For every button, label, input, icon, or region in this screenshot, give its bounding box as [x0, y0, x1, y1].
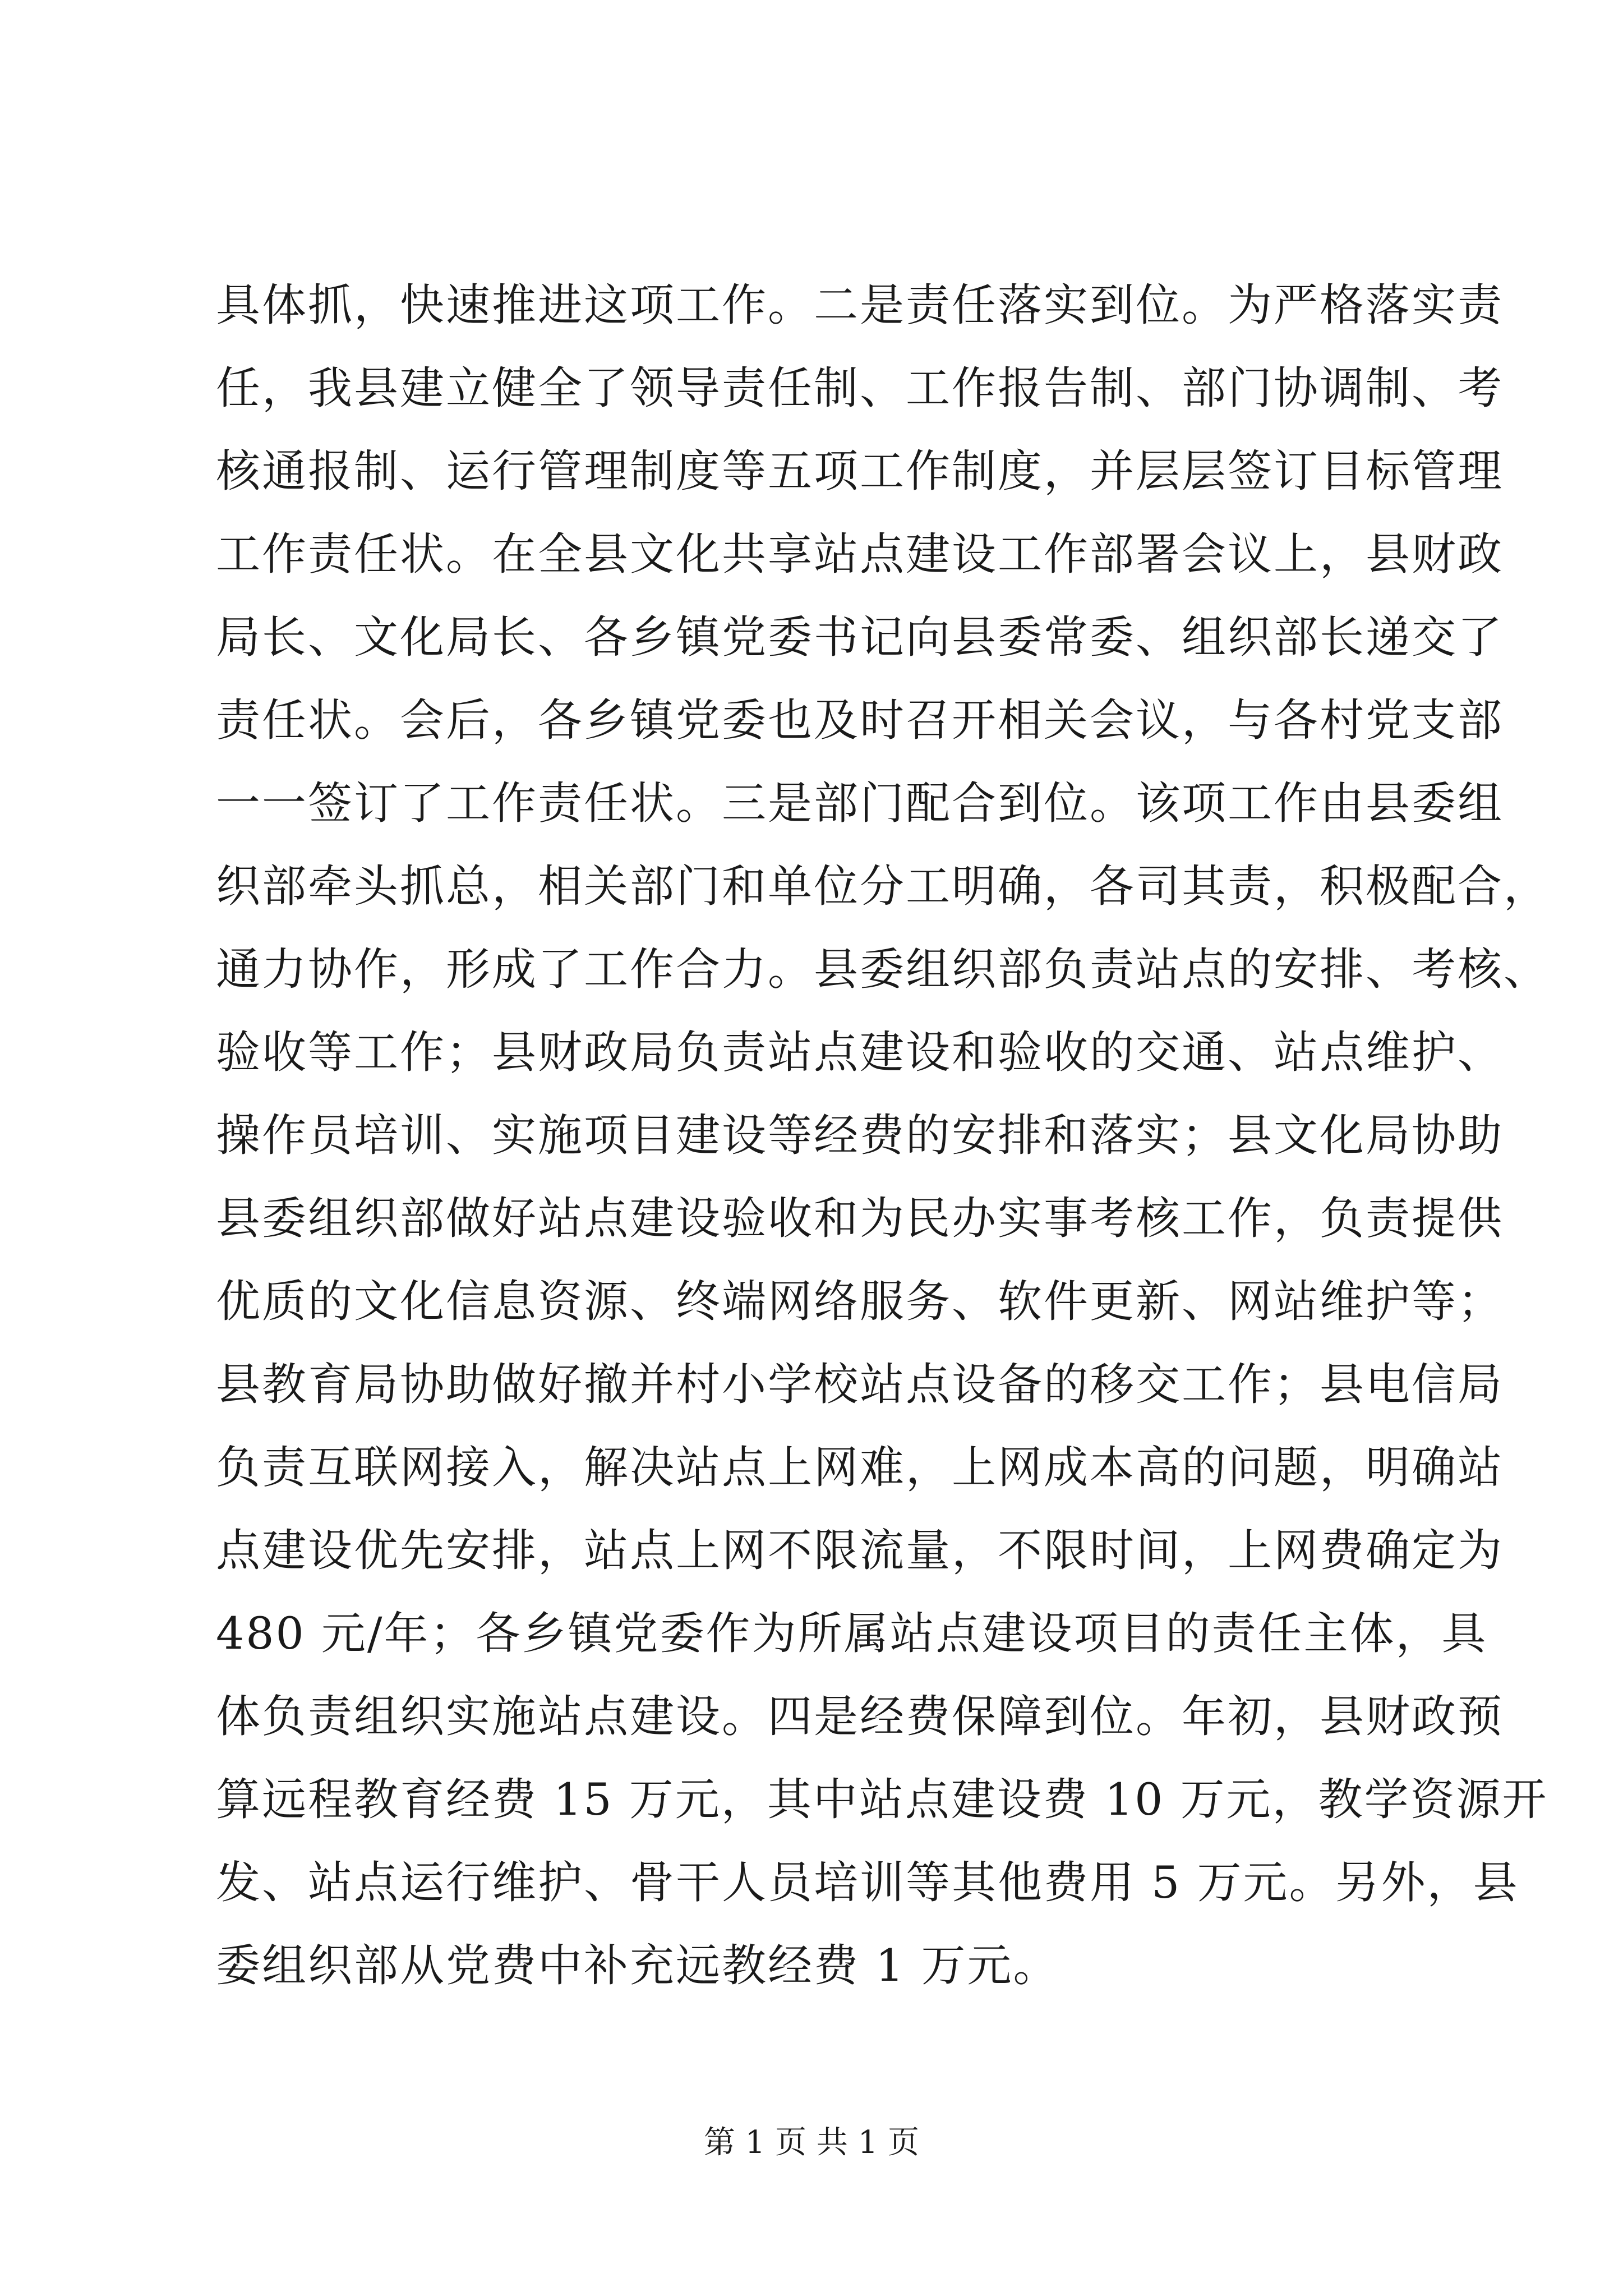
text-line: 工作责任状。在全县文化共享站点建设工作部署会议上，县财政	[216, 528, 1504, 580]
text-line: 任，我县建立健全了领导责任制、工作报告制、部门协调制、考	[216, 362, 1504, 414]
text-line: 算远程教育经费 15 万元，其中站点建设费 10 万元，教学资源开	[216, 1774, 1548, 1825]
text-line: 责任状。会后，各乡镇党委也及时召开相关会议，与各村党支部	[216, 694, 1504, 746]
text-line: 委组织部从党费中补充远教经费 1 万元。	[216, 1940, 1059, 1991]
text-line: 织部牵头抓总，相关部门和单位分工明确，各司其责，积极配合，	[216, 861, 1550, 912]
page-number-footer: 第 1 页 共 1 页	[703, 2124, 920, 2161]
text-line: 县教育局协助做好撤并村小学校站点设备的移交工作；县电信局	[216, 1359, 1504, 1410]
text-line: 480 元/年；各乡镇党委作为所属站点建设项目的责任主体，具	[216, 1608, 1488, 1659]
body-text	[216, 264, 1550, 2007]
text-line: 局长、文化局长、各乡镇党委书记向县委常委、组织部长递交了	[216, 611, 1504, 663]
text-line: 验收等工作；县财政局负责站点建设和验收的交通、站点维护、	[216, 1027, 1504, 1078]
text-line: 操作员培训、实施项目建设等经费的安排和落实；县文化局协助	[216, 1110, 1504, 1161]
text-line: 负责互联网接入，解决站点上网难，上网成本高的问题，明确站	[216, 1442, 1504, 1493]
text-line: 体负责组织实施站点建设。四是经费保障到位。年初，县财政预	[216, 1691, 1504, 1742]
text-line: 点建设优先安排，站点上网不限流量，不限时间，上网费确定为	[216, 1525, 1504, 1576]
text-line: 发、站点运行维护、骨干人员培训等其他费用 5 万元。另外，县	[216, 1857, 1519, 1908]
text-line: 优质的文化信息资源、终端网络服务、软件更新、网站维护等；	[216, 1276, 1504, 1327]
text-line: 通力协作，形成了工作合力。县委组织部负责站点的安排、考核、	[216, 944, 1550, 995]
text-line: 一一签订了工作责任状。三是部门配合到位。该项工作由县委组	[216, 777, 1504, 829]
text-line: 具体抓，快速推进这项工作。二是责任落实到位。为严格落实责	[216, 279, 1504, 331]
text-line: 核通报制、运行管理制度等五项工作制度，并层层签订目标管理	[216, 445, 1504, 497]
text-line: 县委组织部做好站点建设验收和为民办实事考核工作，负责提供	[216, 1193, 1504, 1244]
